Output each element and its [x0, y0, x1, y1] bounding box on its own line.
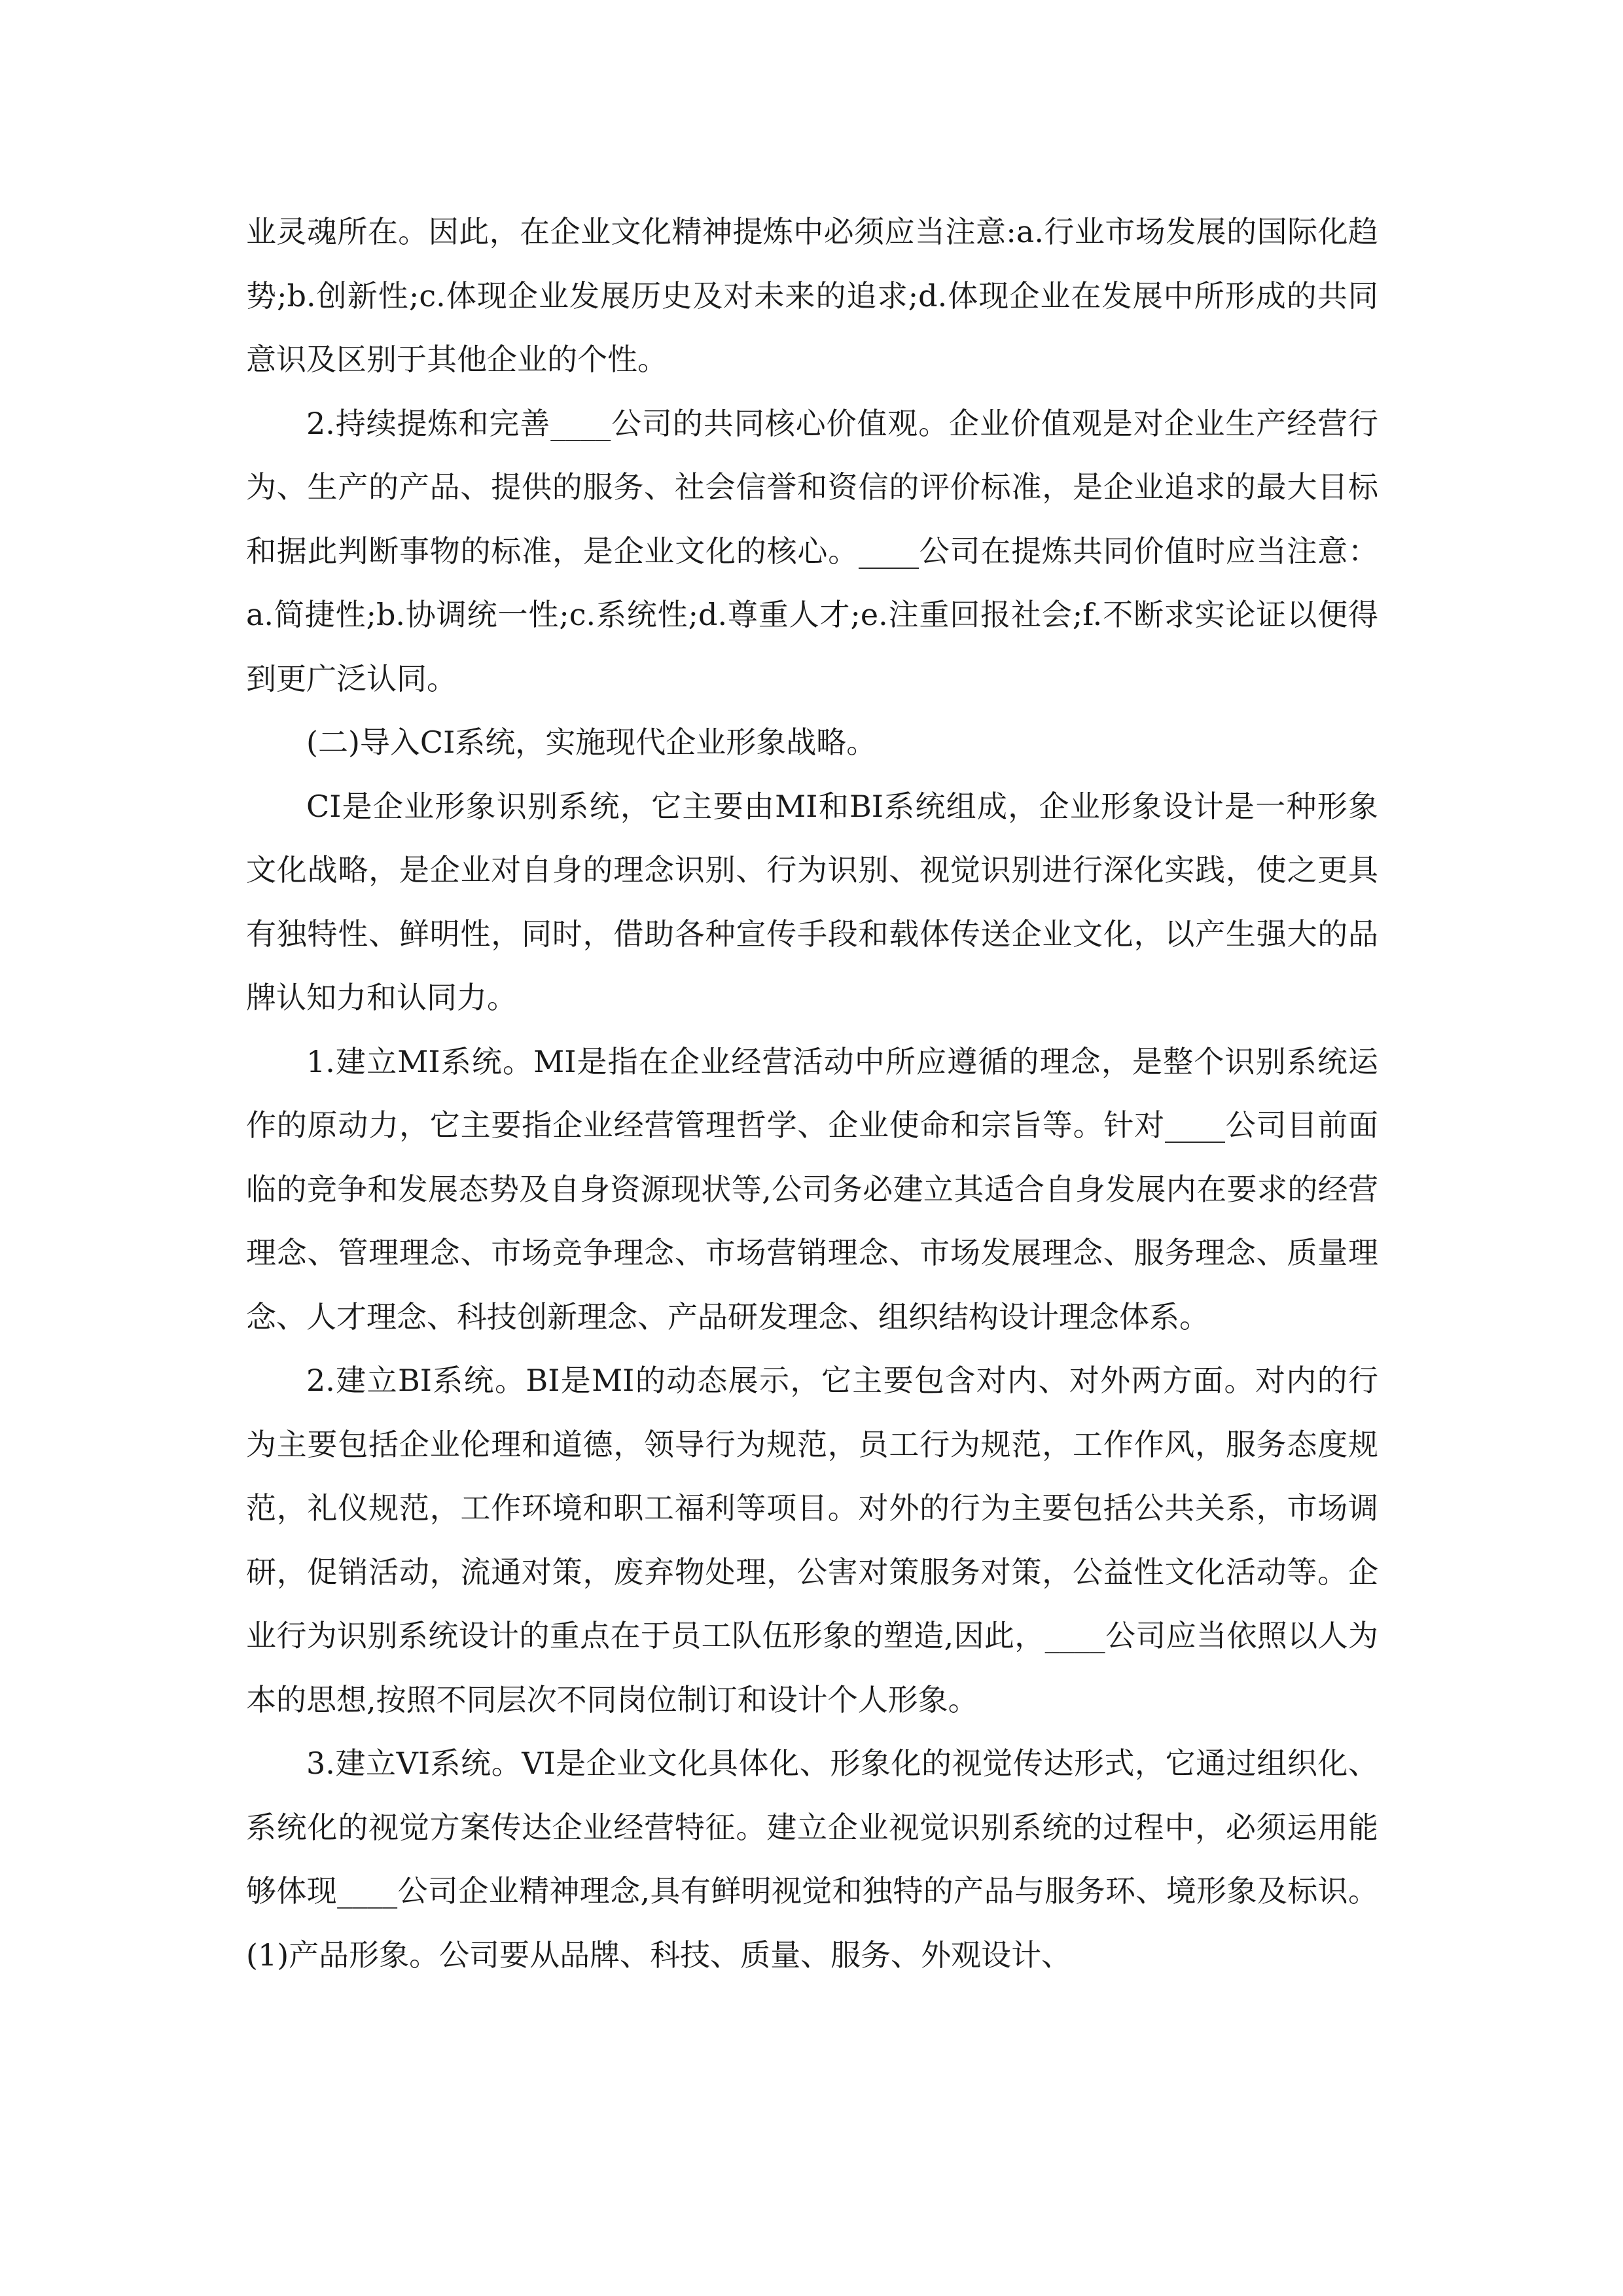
section-heading-ci-system: (二)导入CI系统，实施现代企业形象战略。 [306, 725, 877, 760]
paragraph-ci-definition: CI是企业形象识别系统，它主要由MI和BI系统组成，企业形象设计是一种形象文化战略，是企业对自身的理念识别、行为识别、视觉识别进行深化实践，使之更具有独特性、鲜明性，同时，借助各种宣传手段和载体传送企业文化，以产生强大的品牌认知力和认同力。 [246, 788, 1378, 1015]
paragraph-bi-system: 2.建立BI系统。BI是MI的动态展示，它主要包含对内、对外两方面。对内的行为主要包括企业伦理和道德，领导行为规范，员工行为规范，工作作风，服务态度规范，礼仪规范，工作环境和职工福利等项目。对外的行为主要包括公共关系，市场调研，促销活动，流通对策，废弃物处理，公害对策服务对策，公益性文化活动等。企业行为识别系统设计的重点在于员工队伍形象的塑造,因此，____公司应当依照以人为本的思想,按照不同层次不同岗位制订和设计个人形象。 [246, 1363, 1378, 1717]
paragraph-mi-system: 1.建立MI系统。MI是指在企业经营活动中所应遵循的理念，是整个识别系统运作的原动力，它主要指企业经营管理哲学、企业使命和宗旨等。针对____公司目前面临的竞争和发展态势及自身资源现状等,公司务必建立其适合自身发展内在要求的经营理念、管理理念、市场竞争理念、市场营销理念、市场发展理念、服务理念、质量理念、人才理念、科技创新理念、产品研发理念、组织结构设计理念体系。 [246, 1043, 1378, 1335]
paragraph-vi-system: 3.建立VI系统。VI是企业文化具体化、形象化的视觉传达形式，它通过组织化、系统化的视觉方案传达企业经营特征。建立企业视觉识别系统的过程中，必须运用能够体现____公司企业精神理念,具有鲜明视觉和独特的产品与服务环、境形象及标识。(1)产品形象。公司要从品牌、科技、质量、服务、外观设计、 [246, 1746, 1378, 1973]
document-body [246, 200, 1378, 1987]
paragraph-continuation: 业灵魂所在。因此，在企业文化精神提炼中必须应当注意:a.行业市场发展的国际化趋势;b.创新性;c.体现企业发展历史及对未来的追求;d.体现企业在发展中所形成的共同意识及区别于其他企业的个性。 [246, 214, 1378, 377]
paragraph-core-values: 2.持续提炼和完善____公司的共同核心价值观。企业价值观是对企业生产经营行为、生产的产品、提供的服务、社会信誉和资信的评价标准，是企业追求的最大目标和据此判断事物的标准，是企业文化的核心。____公司在提炼共同价值时应当注意：a.简捷性;b.协调统一性;c.系统性;d.尊重人才;e.注重回报社会;f.不断求实论证以便得到更广泛认同。 [246, 405, 1378, 696]
